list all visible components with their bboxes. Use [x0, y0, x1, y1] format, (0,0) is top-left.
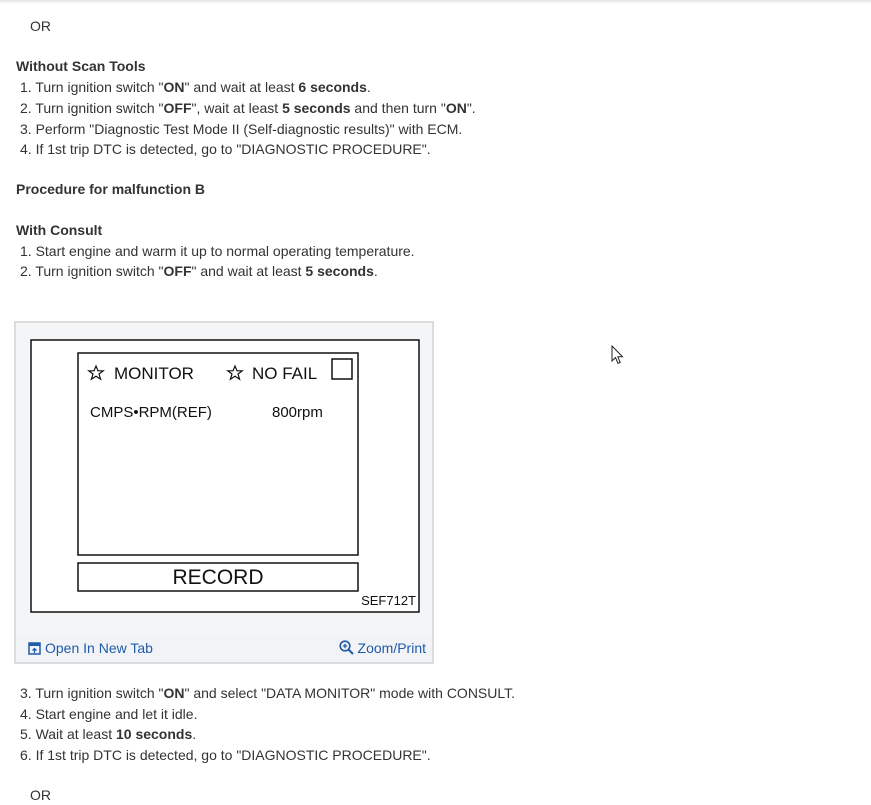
consult-step-6: 6. If 1st trip DTC is detected, go to "DIAGNOSTIC PROCEDURE". [20, 747, 431, 763]
zoom-print-link[interactable]: Zoom/Print [339, 640, 426, 656]
or-separator-bottom: OR [30, 787, 51, 803]
param-name: CMPS•RPM(REF) [90, 404, 212, 421]
consult-screen-illustration [30, 337, 422, 615]
or-separator-top: OR [30, 18, 51, 34]
figure-card [14, 321, 434, 664]
open-in-new-tab-link[interactable]: Open In New Tab [28, 640, 153, 656]
no-fail-label: NO FAIL [252, 364, 318, 383]
scan-step-4: 4. If 1st trip DTC is detected, go to "DIAGNOSTIC PROCEDURE". [20, 141, 431, 157]
consult-step-1: 1. Start engine and warm it up to normal operating temperature. [20, 243, 415, 259]
heading-with-consult: With Consult [16, 222, 103, 238]
scan-step-1: 1. Turn ignition switch "ON" and wait at least 6 seconds. [20, 79, 371, 95]
consult-step-4: 4. Start engine and let it idle. [20, 706, 198, 722]
monitor-screen [78, 353, 358, 555]
consult-step-5: 5. Wait at least 10 seconds. [20, 726, 197, 742]
scan-step-2: 2. Turn ignition switch "OFF", wait at least 5 seconds and then turn "ON". [20, 100, 476, 116]
heading-procedure-malfunction-b: Procedure for malfunction B [16, 181, 206, 197]
consult-step-2: 2. Turn ignition switch "OFF" and wait at least 5 seconds. [20, 263, 378, 279]
zoom-in-icon [339, 640, 354, 655]
mouse-cursor-icon [611, 345, 625, 365]
open-tab-icon [28, 642, 41, 655]
param-value: 800rpm [272, 404, 323, 421]
top-shadow [0, 0, 871, 4]
scan-step-3: 3. Perform "Diagnostic Test Mode II (Self-diagnostic results)" with ECM. [20, 121, 463, 137]
figure-code: SEF712T [361, 593, 416, 608]
monitor-label: MONITOR [114, 364, 194, 383]
figure-footer [16, 634, 432, 662]
heading-without-scan-tools: Without Scan Tools [16, 58, 146, 74]
consult-step-3: 3. Turn ignition switch "ON" and select "DATA MONITOR" mode with CONSULT. [20, 685, 516, 701]
record-label: RECORD [172, 566, 264, 589]
